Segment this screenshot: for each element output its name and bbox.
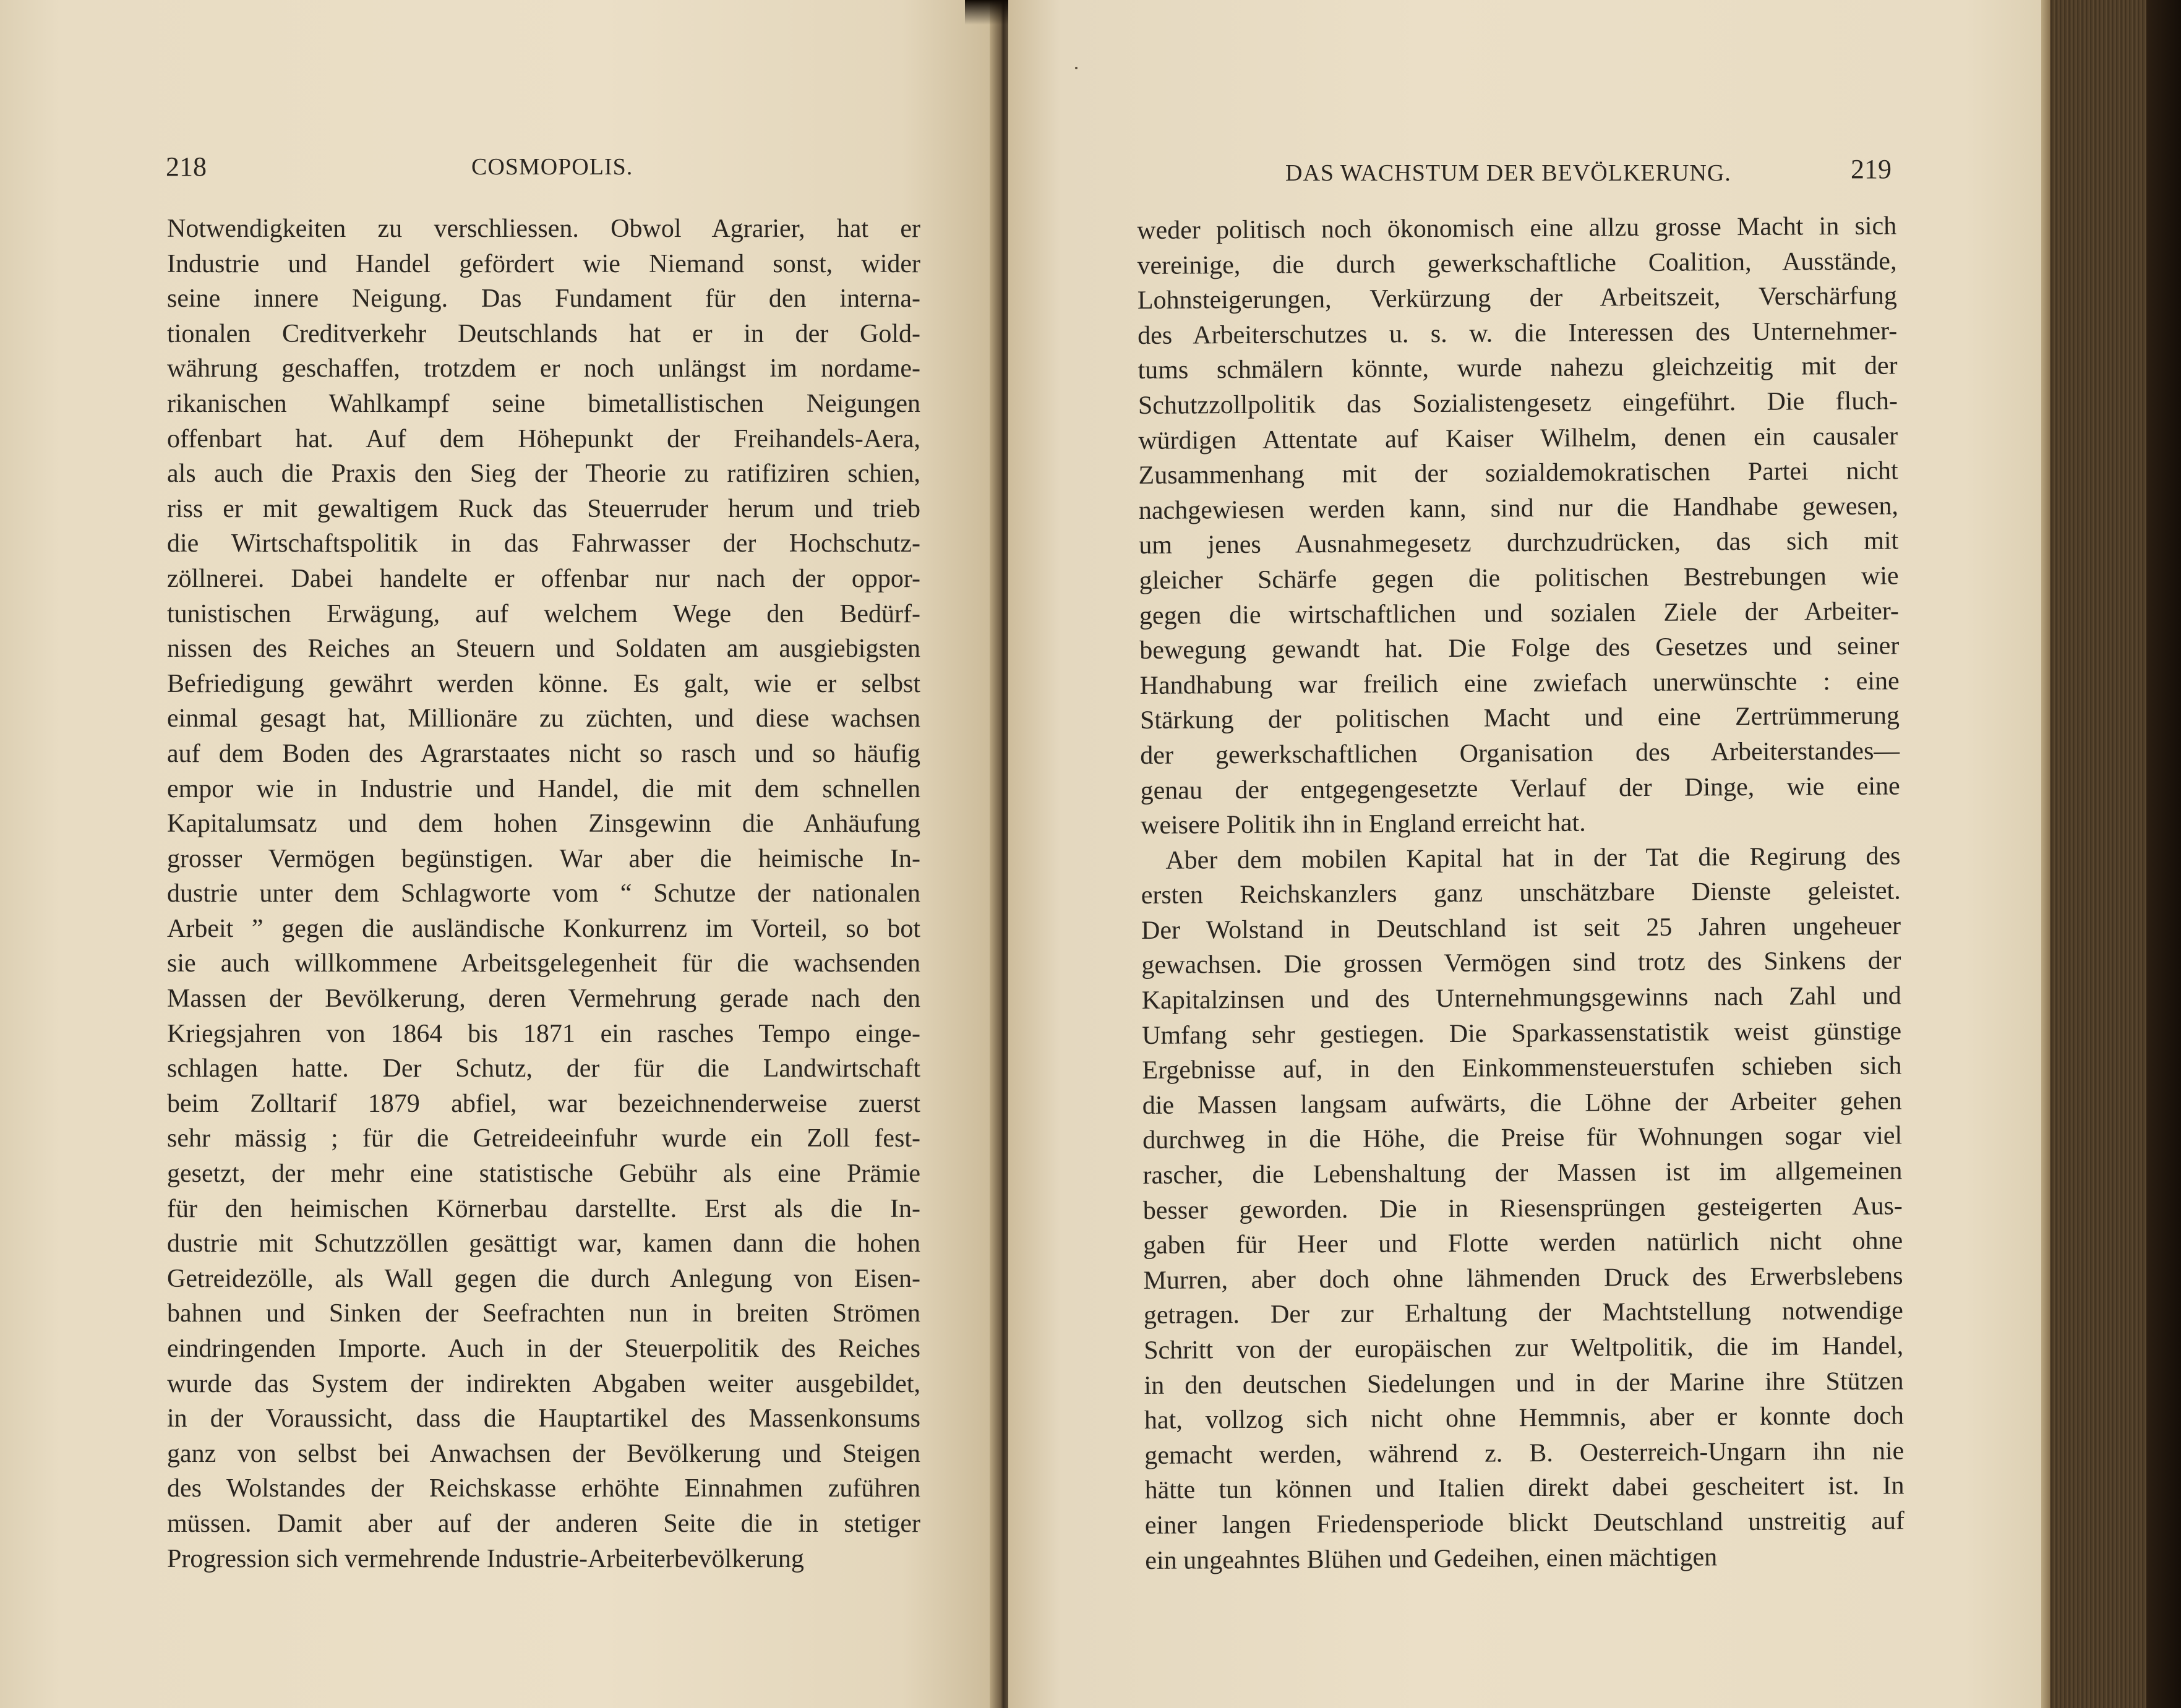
text-line: hat, vollzog sich nicht ohne Hemmnis, aber er konnte doch	[1144, 1401, 1905, 1435]
text-line: in den deutschen Siedelungen und in der Marine ihre Stützen	[1144, 1367, 1904, 1400]
text-line: weisere Politik ihn in England erreicht hat.	[1140, 808, 1586, 840]
text-line: riss er mit gewaltigem Ruck das Steuerruder herum und trieb	[167, 494, 920, 523]
text-line: sehr mässig ; für die Getreideeinfuhr wurde ein Zoll fest-	[167, 1124, 920, 1153]
text-line: gaben für Heer und Flotte werden natürlich nicht ohne	[1143, 1226, 1903, 1260]
text-line: Lohnsteigerungen, Verkürzung der Arbeitszeit, Verschärfung	[1137, 281, 1897, 315]
text-line: tunistischen Erwägung, auf welchem Wege den Bedürf-	[167, 599, 920, 628]
text-line: die Massen langsam aufwärts, die Löhne der Arbeiter gehen	[1142, 1087, 1902, 1120]
right-page	[1008, 0, 2047, 1708]
text-line: des Wolstandes der Reichskasse erhöhte Einnahmen zuführen	[167, 1474, 920, 1503]
text-line: Schutzzollpolitik das Sozialistengesetz eingeführt. Die fluch-	[1138, 386, 1898, 420]
text-line: hätte tun können und Italien direkt dabei gescheitert ist. In	[1144, 1471, 1905, 1505]
running-head-left: COSMOPOLIS.	[471, 154, 633, 180]
running-head-right: DAS WACHSTUM DER BEVÖLKERUNG.	[1285, 160, 1731, 186]
text-line: Ergebnisse auf, in den Einkommensteuerstufen schieben sich	[1142, 1051, 1902, 1085]
text-line: dustrie mit Schutzzöllen gesättigt war, kamen dann die hohen	[167, 1229, 920, 1258]
text-line: währung geschaffen, trotzdem er noch unlängst im nordame-	[167, 354, 920, 383]
text-line: nissen des Reiches an Steuern und Soldaten am ausgiebigsten	[167, 634, 920, 664]
page-number-right: 219	[1851, 154, 1892, 184]
page-edge-highlight	[2041, 0, 2050, 1708]
text-line: Zusammenhang mit der sozialdemokratischen Partei nicht	[1138, 456, 1898, 490]
text-line: die Wirtschaftspolitik in das Fahrwasser der Hochschutz-	[167, 529, 920, 558]
text-line: Kapitalumsatz und dem hohen Zinsgewinn die Anhäufung	[167, 809, 920, 839]
left-page-body	[167, 211, 920, 1576]
text-line: getragen. Der zur Erhaltung der Machtstellung notwendige	[1143, 1296, 1904, 1330]
text-line: Notwendigkeiten zu verschliessen. Obwol Agrarier, hat er	[167, 215, 920, 243]
text-line: rascher, die Lebenshaltung der Massen ist im allgemeinen	[1142, 1156, 1903, 1190]
text-line: für den heimischen Körnerbau darstellte. Erst als die In-	[167, 1194, 920, 1223]
text-line: auf dem Boden des Agrarstaates nicht so rasch und so häufig	[167, 739, 920, 768]
text-line: Kapitalzinsen und des Unternehmungsgewinns nach Zahl und	[1141, 981, 1901, 1015]
text-line: grosser Vermögen begünstigen. War aber die heimische In-	[167, 844, 920, 873]
text-line: Umfang sehr gestiegen. Die Sparkassenstatistik weist günstige	[1141, 1017, 1902, 1050]
text-line: Massen der Bevölkerung, deren Vermehrung gerade nach den	[167, 984, 920, 1014]
text-line: des Arbeiterschutzes u. s. w. die Interessen des Unternehmer-	[1138, 317, 1898, 350]
text-line: gleicher Schärfe gegen die politischen Bestrebungen wie	[1139, 562, 1899, 595]
text-line: bewegung gewandt hat. Die Folge des Gesetzes und seiner	[1139, 631, 1900, 665]
text-line: einer langen Friedensperiode blickt Deutschland unstreitig auf	[1144, 1506, 1905, 1540]
text-line: Murren, aber doch ohne lähmenden Druck des Erwerbslebens	[1143, 1262, 1903, 1295]
text-line: ein ungeahntes Blühen und Gedeihen, einen mächtigen	[1145, 1542, 1718, 1575]
text-line: tionalen Creditverkehr Deutschlands hat er in der Gold-	[167, 319, 920, 348]
text-line: durchweg in die Höhe, die Preise für Wohnungen sogar viel	[1142, 1121, 1903, 1155]
text-line: Befriedigung gewährt werden könne. Es galt, wie er selbst	[167, 669, 920, 698]
text-line: zöllnerei. Dabei handelte er offenbar nur nach der oppor-	[167, 564, 920, 593]
text-line: Arbeit ” gegen die ausländische Konkurrenz im Vorteil, so bot	[167, 914, 920, 943]
text-line: bahnen und Sinken der Seefrachten nun in breiten Strömen	[167, 1299, 920, 1328]
text-line: als auch die Praxis den Sieg der Theorie zu ratifiziren schien,	[167, 459, 920, 489]
page-number-left: 218	[166, 152, 207, 182]
text-line: Getreidezölle, als Wall gegen die durch Anlegung von Eisen-	[167, 1264, 920, 1293]
left-page	[0, 0, 1002, 1708]
text-line: Kriegsjahren von 1864 bis 1871 ein rasches Tempo einge-	[167, 1019, 920, 1048]
text-line: Aber dem mobilen Kapital hat in der Tat die Regirung des	[1165, 842, 1901, 875]
text-line: dustrie unter dem Schlagworte vom “ Schutze der nationalen	[167, 879, 920, 908]
paper-speck	[1075, 67, 1078, 69]
text-line: Schritt von der europäischen zur Weltpolitik, die im Handel,	[1144, 1331, 1904, 1365]
text-line: beim Zolltarif 1879 abfiel, war bezeichnenderweise zuerst	[167, 1089, 920, 1118]
text-line: genau der entgegengesetzte Verlauf der Dinge, wie eine	[1140, 771, 1900, 805]
text-line: Der Wolstand in Deutschland ist seit 25 Jahren ungeheuer	[1141, 912, 1901, 945]
text-line: gewachsen. Die grossen Vermögen sind trotz des Sinkens der	[1141, 946, 1901, 980]
text-line: müssen. Damit aber auf der anderen Seite die in stetiger	[167, 1509, 920, 1538]
text-line: gemacht werden, während z. B. Oesterreich-Ungarn ihn nie	[1144, 1437, 1905, 1470]
text-line: rikanischen Wahlkampf seine bimetallistischen Neigungen	[167, 389, 920, 418]
text-line: nachgewiesen werden kann, sind nur die Handhabe gewesen,	[1138, 492, 1899, 525]
text-line: Progression sich vermehrende Industrie-Arbeiterbevölkerung	[167, 1544, 804, 1573]
text-line: in der Voraussicht, dass die Hauptartikel des Massenkonsums	[167, 1404, 920, 1433]
text-line: Handhabung war freilich eine zwiefach unerwünschte : eine	[1139, 667, 1900, 700]
text-line: eindringenden Importe. Auch in der Steuerpolitik des Reiches	[167, 1334, 920, 1363]
text-line: weder politisch noch ökonomisch eine allzu grosse Macht in sich	[1137, 211, 1897, 245]
text-line: ganz von selbst bei Anwachsen der Bevölkerung und Steigen	[167, 1439, 920, 1468]
text-line: empor wie in Industrie und Handel, die mit dem schnellen	[167, 774, 920, 803]
text-line: vereinige, die durch gewerkschaftliche Coalition, Ausstände,	[1137, 247, 1897, 280]
text-line: der gewerkschaftlichen Organisation des Arbeiterstandes—	[1140, 737, 1900, 770]
right-page-body	[1137, 208, 1905, 1578]
text-line: gegen die wirtschaftlichen und sozialen Ziele der Arbeiter-	[1139, 597, 1900, 630]
text-line: gesetzt, der mehr eine statistische Gebühr als eine Prämie	[167, 1159, 920, 1189]
text-line: einmal gesagt hat, Millionäre zu züchten, und diese wachsen	[167, 704, 920, 733]
text-line: sie auch willkommene Arbeitsgelegenheit für die wachsenden	[167, 949, 920, 978]
text-line: Industrie und Handel gefördert wie Niemand sonst, wider	[167, 249, 920, 278]
text-line: um jenes Ausnahmegesetz durchzudrücken, das sich mit	[1139, 526, 1899, 560]
text-line: besser geworden. Die in Riesensprüngen gesteigerten Aus-	[1142, 1192, 1903, 1225]
book-cover-edge	[2146, 0, 2181, 1708]
text-line: seine innere Neigung. Das Fundament für den interna-	[167, 284, 920, 314]
text-line: Stärkung der politischen Macht und eine Zertrümmerung	[1139, 701, 1900, 735]
text-line: ersten Reichskanzlers ganz unschätzbare Dienste geleistet.	[1141, 876, 1901, 910]
text-line: offenbart hat. Auf dem Höhepunkt der Freihandels-Aera,	[167, 424, 920, 453]
text-line: tums schmälern könnte, wurde nahezu gleichzeitig mit der	[1138, 351, 1898, 385]
text-line: würdigen Attentate auf Kaiser Wilhelm, denen ein causaler	[1138, 422, 1898, 455]
text-line: schlagen hatte. Der Schutz, der für die Landwirtschaft	[167, 1054, 920, 1083]
text-line: wurde das System der indirekten Abgaben weiter ausgebildet,	[167, 1369, 920, 1398]
